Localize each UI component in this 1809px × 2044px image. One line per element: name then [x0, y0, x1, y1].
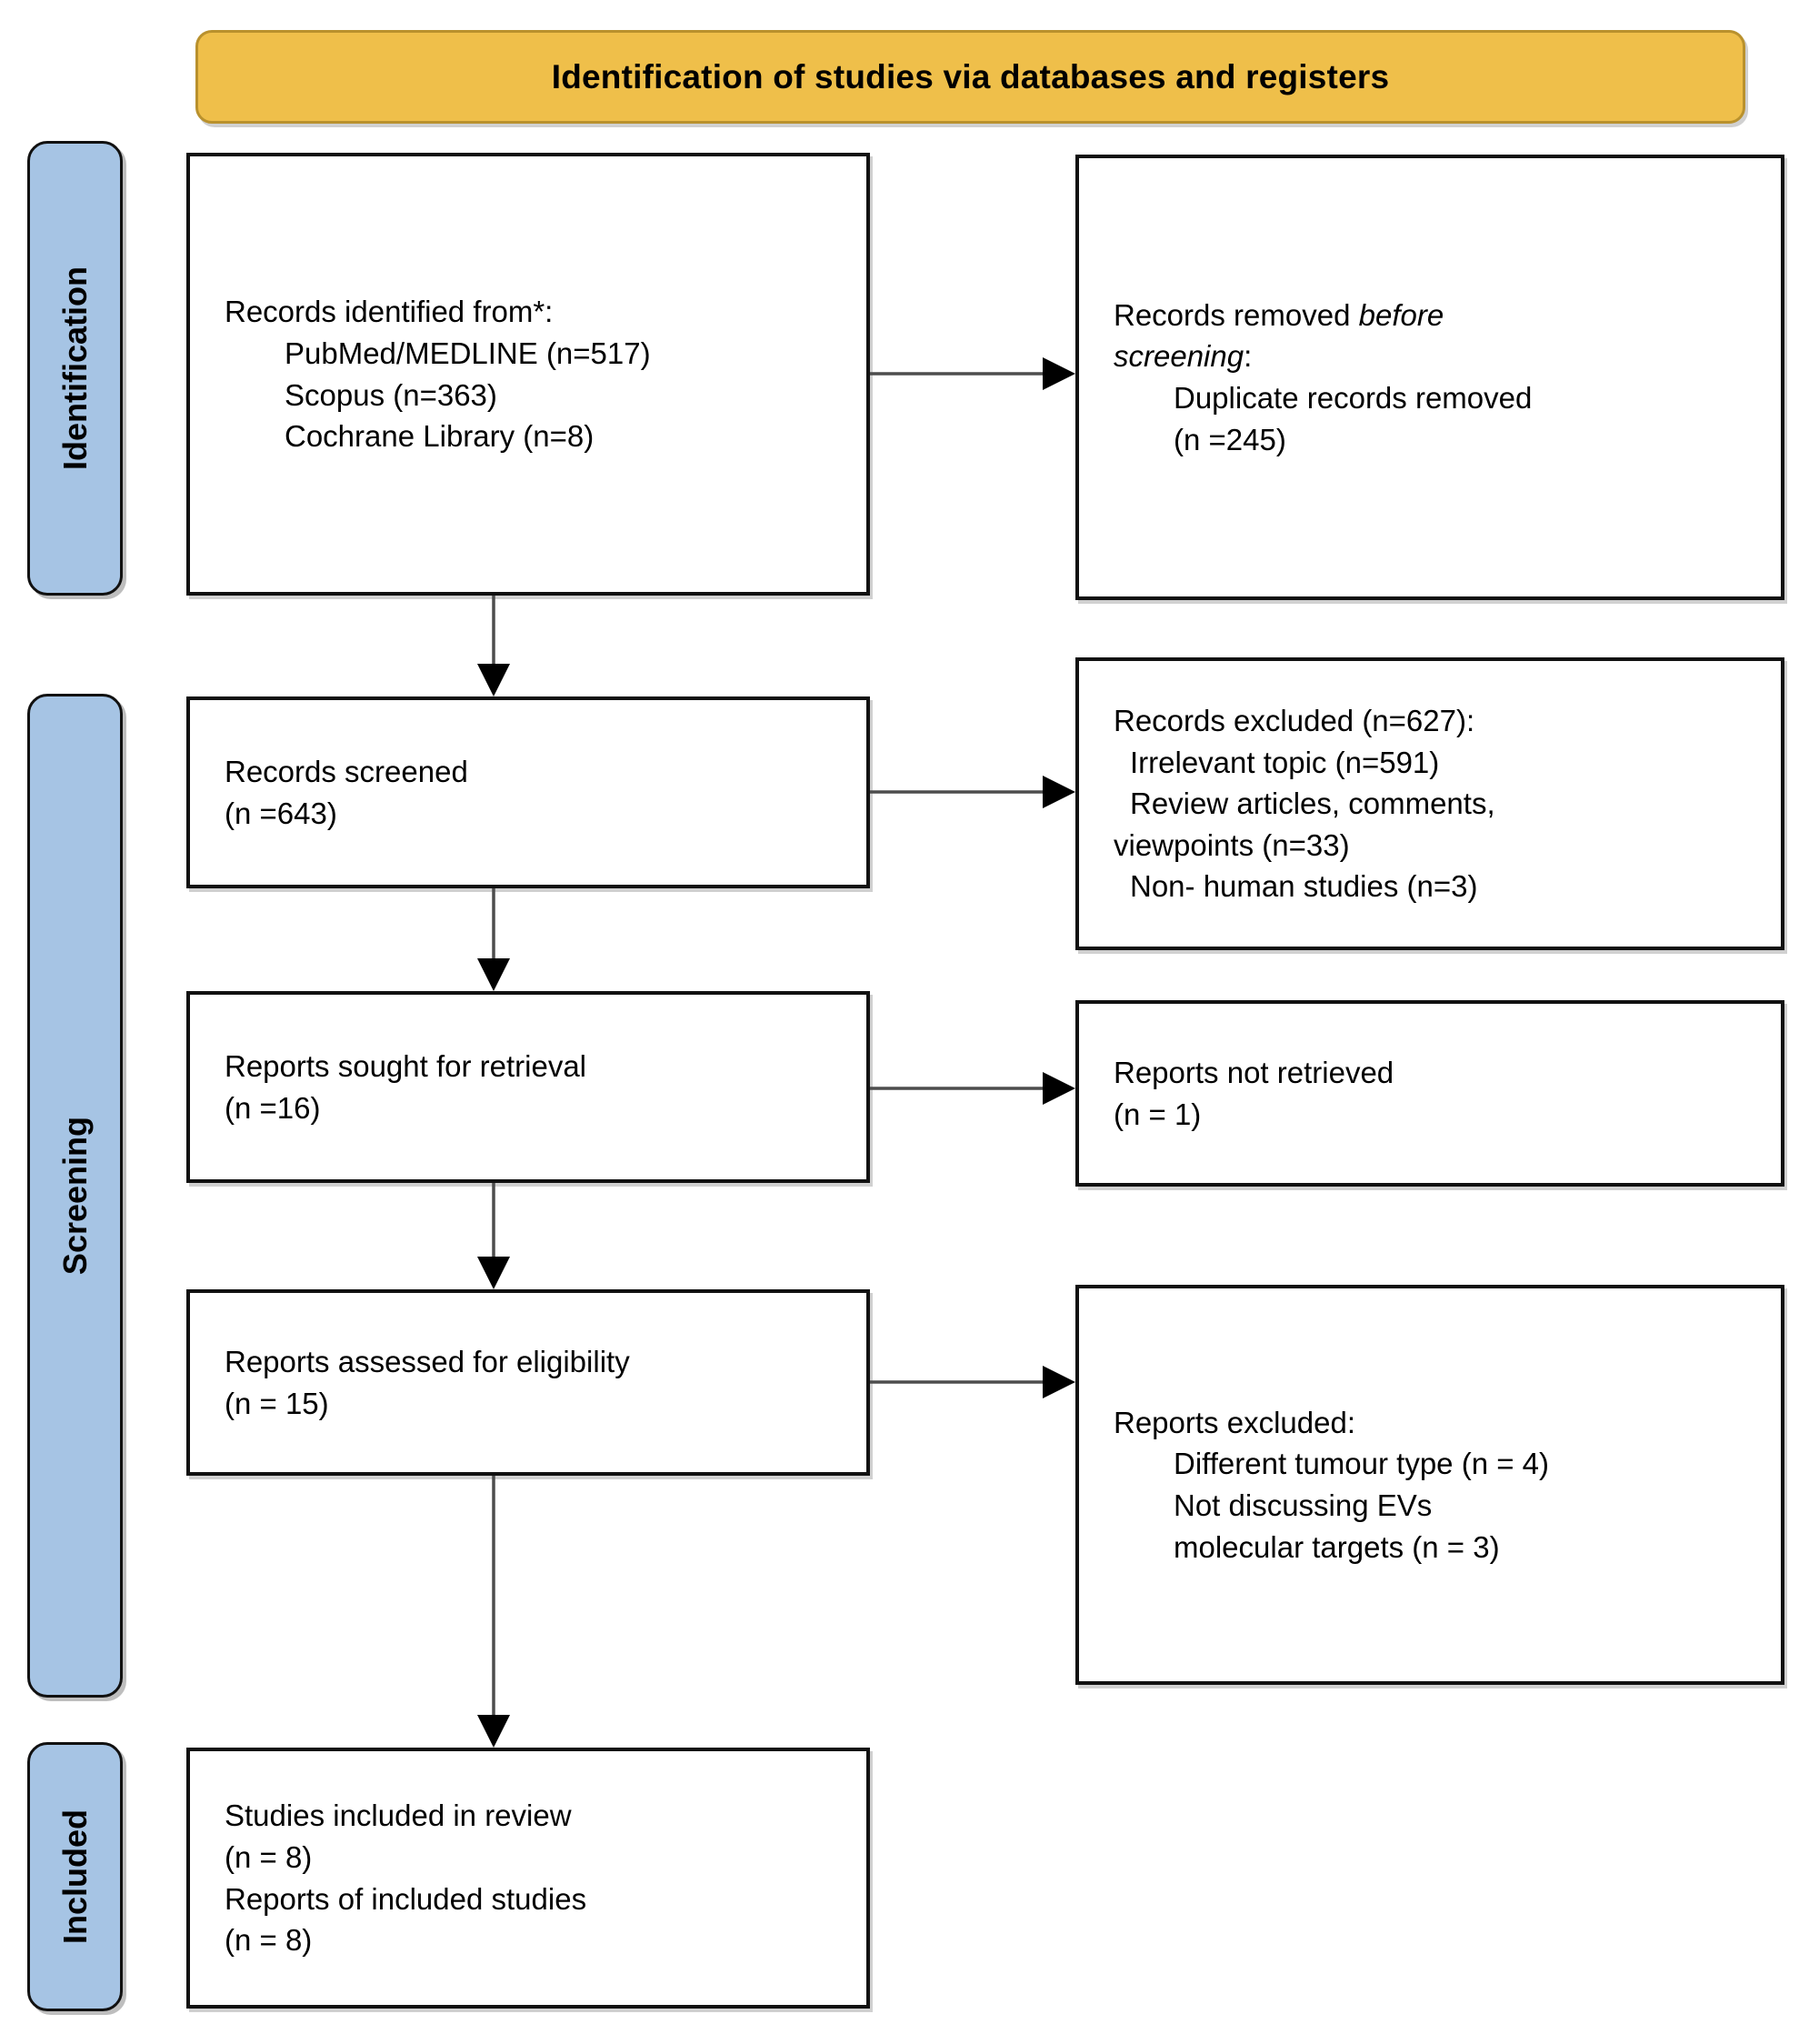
stage-screening-label: Screening	[55, 1116, 94, 1276]
stage-included-label: Included	[55, 1809, 94, 1944]
stage-included	[27, 1742, 123, 2011]
text-line: Reports assessed for eligibility	[225, 1344, 630, 1378]
arrow-assessed-to-reports-excluded-icon	[870, 1366, 1075, 1398]
arrow-screened-to-sought-icon	[477, 888, 510, 991]
text-line: molecular targets (n = 3)	[1174, 1529, 1500, 1564]
arrow-identified-to-screened-icon	[477, 596, 510, 696]
box-reports-assessed-for-eligibility	[186, 1289, 870, 1476]
text-line: Not discussing EVs	[1174, 1488, 1433, 1522]
box-reports-excluded	[1075, 1285, 1784, 1685]
text-line: (n = 1)	[1114, 1097, 1202, 1131]
box-records-excluded	[1075, 657, 1784, 950]
text-line: Records removed before	[1114, 297, 1444, 332]
text-line: (n = 8)	[225, 1839, 313, 1874]
box-records-removed-before-screening	[1075, 155, 1784, 600]
box-reports-not-retrieved	[1075, 1000, 1784, 1187]
text-line: Cochrane Library (n=8)	[285, 419, 595, 454]
text-line: Reports of included studies	[225, 1881, 587, 1916]
text-line: (n =16)	[225, 1090, 321, 1125]
stage-screening	[27, 694, 123, 1698]
box-records-identified	[186, 153, 870, 596]
text-line: (n =643)	[225, 796, 337, 830]
text-line: Reports excluded:	[1114, 1405, 1355, 1439]
arrow-sought-to-not-retrieved-icon	[870, 1072, 1075, 1105]
text-line: Irrelevant topic (n=591)	[1130, 745, 1440, 779]
text-line: Non- human studies (n=3)	[1130, 869, 1478, 904]
text-line: Studies included in review	[225, 1799, 572, 1833]
text-line: Scopus (n=363)	[285, 377, 497, 412]
text-line: (n = 8)	[225, 1923, 313, 1958]
text-line: screening:	[1114, 339, 1253, 374]
box-studies-included-in-review	[186, 1748, 870, 2009]
arrow-screened-to-excluded-icon	[870, 776, 1075, 808]
text-line: Records identified from*:	[225, 295, 554, 329]
box-reports-sought-for-retrieval	[186, 991, 870, 1183]
text-line: (n = 15)	[225, 1386, 329, 1420]
banner	[195, 30, 1745, 124]
text-line: viewpoints (n=33)	[1114, 827, 1350, 862]
banner-title: Identification of studies via databases and registers	[551, 57, 1390, 95]
text-line: Review articles, comments,	[1130, 787, 1495, 821]
text-line: Records screened	[225, 754, 468, 788]
box-records-screened	[186, 696, 870, 888]
stage-identification	[27, 141, 123, 596]
text-line: Duplicate records removed	[1174, 381, 1533, 415]
text-line: (n =245)	[1174, 422, 1286, 456]
stage-identification-label: Identification	[55, 266, 94, 470]
arrow-assessed-to-included-icon	[477, 1476, 510, 1748]
arrow-identified-to-removed-icon	[870, 357, 1075, 390]
text-line: PubMed/MEDLINE (n=517)	[285, 336, 651, 370]
text-line: Reports sought for retrieval	[225, 1048, 587, 1083]
text-line: Reports not retrieved	[1114, 1055, 1394, 1089]
text-line: Different tumour type (n = 4)	[1174, 1447, 1549, 1481]
text-line: Records excluded (n=627):	[1114, 704, 1475, 738]
arrow-sought-to-assessed-icon	[477, 1183, 510, 1289]
